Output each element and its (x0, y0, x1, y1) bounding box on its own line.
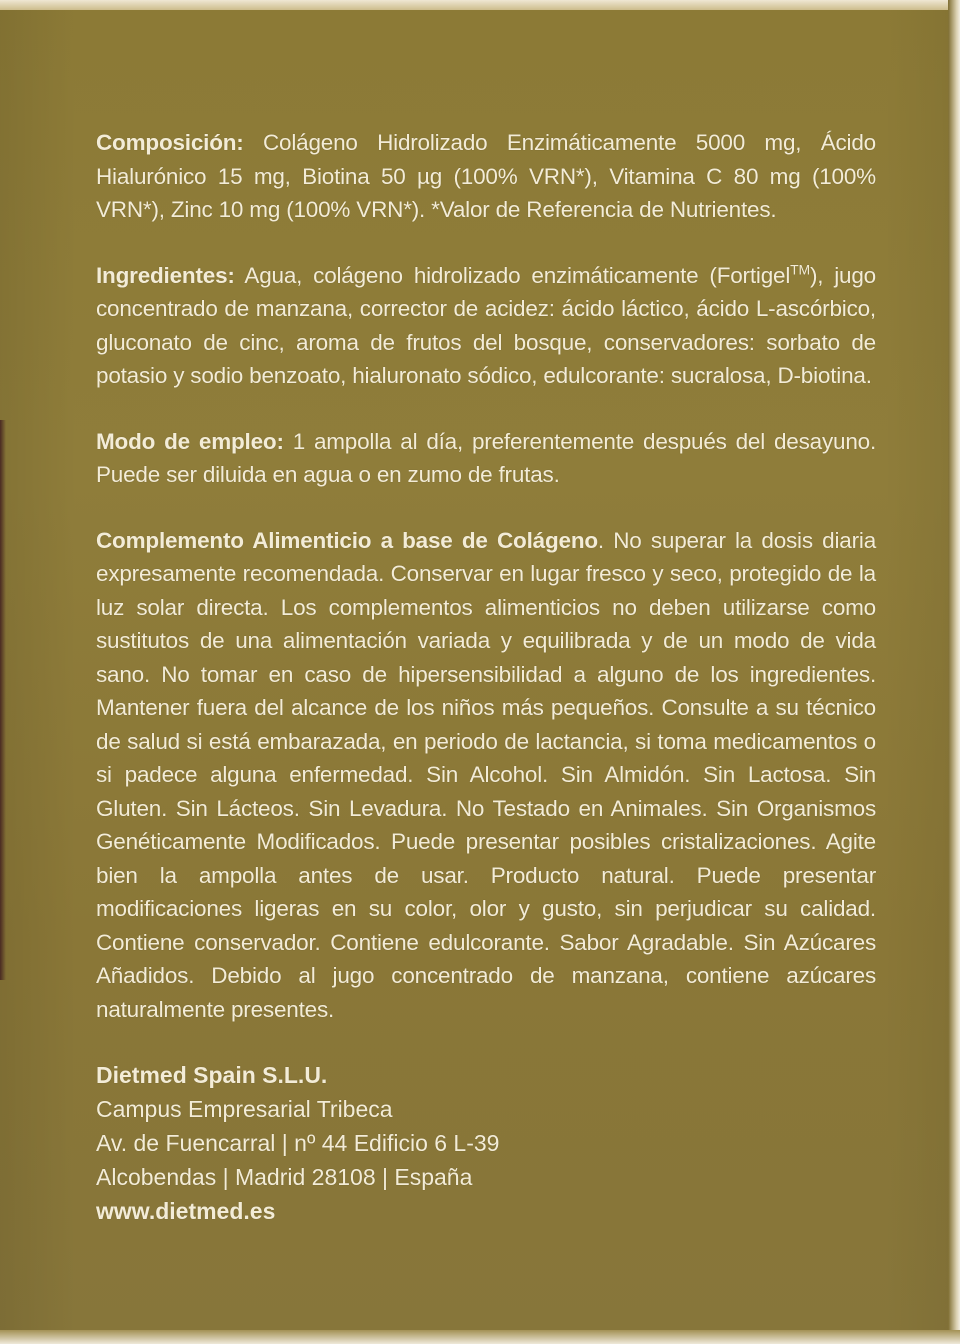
trademark-mark: TM (790, 261, 810, 277)
usage-paragraph (96, 425, 876, 492)
supplement-paragraph (96, 524, 876, 1027)
company-name: Dietmed Spain S.L.U. (96, 1062, 328, 1088)
address-line-3: Alcobendas | Madrid 28108 | España (96, 1164, 473, 1190)
box-top-edge (0, 0, 960, 10)
usage-text: 1 ampolla al día, preferentemente después del desayuno. Puede ser diluida en agua o en zumo de frutas. (96, 428, 877, 487)
ingredients-paragraph (96, 259, 876, 393)
composition-paragraph (96, 126, 876, 227)
company-address (96, 1058, 876, 1228)
supplement-text: . No superar la dosis diaria expresamente recomendada. Conservar en lugar fresco y seco, protegido de la luz solar directa. Los complementos alimenticios no deben utilizarse como sustitutos de una alimentación variada y equilibrada y de un modo de vida sano. No tomar en caso de hipersensibilidad a alguno de los ingredientes. Mantener fuera del alcance de los niños más pequeños. Consulte a su técnico de salud si está embarazada, en periodo de lactancia, si toma medicamentos o si padece alguna enfermedad. Sin Alcohol. Sin Almidón. Sin Lactosa. Sin Gluten. Sin Lácteos. Sin Levadura. No Testado en Animales. Sin Organismos Genéticamente Modificados. Puede presentar posibles cristalizaciones. Agite bien la ampolla antes de usar. Producto natural. Puede presentar modificaciones ligeras en su color, olor y gusto, sin perjudicar su calidad. Contiene conservador. Contiene edulcorante. Sabor Agradable. Sin Azúcares Añadidos. Debido al jugo concentrado de manzana, contiene azúcares naturalmente presentes. (96, 527, 877, 1022)
ingredients-text-start: Agua, colágeno hidrolizado enzimáticamente (Fortigel (234, 262, 791, 288)
ingredients-label: Ingredientes: (96, 262, 235, 288)
composition-text: Colágeno Hidrolizado Enzimáticamente 5000 mg, Ácido Hialurónico 15 mg, Biotina 50 µg (100% VRN*), Vitamina C 80 mg (100% VRN*), Zinc 10 mg (100% VRN*). *Valor de Referencia de Nutrientes. (96, 130, 876, 222)
composition-label: Composición: (96, 130, 244, 155)
label-text-block (96, 126, 876, 1228)
box-bottom-edge (0, 1330, 960, 1344)
address-line-2: Av. de Fuencarral | nº 44 Edificio 6 L-39 (96, 1130, 500, 1156)
address-line-1: Campus Empresarial Tribeca (96, 1096, 393, 1122)
usage-label: Modo de empleo: (96, 428, 284, 454)
company-website: www.dietmed.es (96, 1198, 276, 1224)
box-left-shadow (0, 420, 6, 980)
box-right-edge (948, 0, 960, 1344)
supplement-label: Complemento Alimenticio a base de Colágeno (96, 527, 598, 553)
ingredients-text-end: ), jugo concentrado de manzana, corrector de acidez: ácido láctico, ácido L-ascórbico, gluconato de cinc, aroma de frutos del bosque, conservadores: sorbato de potasio y sodio benzoato, hialuronato sódico, edulcorante: sucralosa, D-biotina. (96, 262, 876, 388)
